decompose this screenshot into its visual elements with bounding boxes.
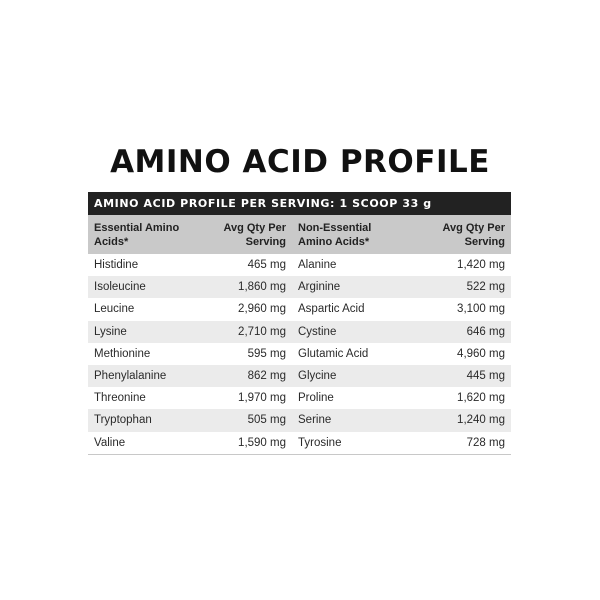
table-row: [88, 321, 511, 343]
non-essential-name: Arginine: [292, 276, 410, 298]
non-essential-name: Serine: [292, 409, 410, 431]
table-row: [88, 365, 511, 387]
header-essential: Essential Amino Acids*: [88, 215, 198, 254]
table-row: [88, 298, 511, 320]
essential-qty: 465 mg: [198, 254, 292, 276]
essential-qty: 1,590 mg: [198, 432, 292, 455]
non-essential-qty: 1,420 mg: [410, 254, 511, 276]
non-essential-qty: 646 mg: [410, 321, 511, 343]
header-avg-qty-non-essential: Avg Qty Per Serving: [410, 215, 511, 254]
non-essential-qty: 728 mg: [410, 432, 511, 455]
essential-name: Histidine: [88, 254, 198, 276]
essential-qty: 2,960 mg: [198, 298, 292, 320]
essential-qty: 595 mg: [198, 343, 292, 365]
non-essential-name: Alanine: [292, 254, 410, 276]
essential-name: Threonine: [88, 387, 198, 409]
essential-qty: 1,860 mg: [198, 276, 292, 298]
essential-qty: 505 mg: [198, 409, 292, 431]
non-essential-qty: 4,960 mg: [410, 343, 511, 365]
table-row: [88, 432, 511, 455]
table-row: [88, 254, 511, 276]
non-essential-qty: 1,620 mg: [410, 387, 511, 409]
non-essential-qty: 1,240 mg: [410, 409, 511, 431]
essential-name: Methionine: [88, 343, 198, 365]
table-header: [88, 215, 511, 254]
essential-name: Lysine: [88, 321, 198, 343]
non-essential-qty: 522 mg: [410, 276, 511, 298]
essential-name: Tryptophan: [88, 409, 198, 431]
essential-name: Leucine: [88, 298, 198, 320]
header-non-essential: Non-Essential Amino Acids*: [292, 215, 410, 254]
amino-acid-table-panel: [88, 192, 511, 455]
serving-banner: AMINO ACID PROFILE PER SERVING: 1 SCOOP 33 g: [88, 192, 511, 215]
non-essential-name: Glycine: [292, 365, 410, 387]
non-essential-name: Proline: [292, 387, 410, 409]
amino-acid-table: [88, 215, 511, 455]
essential-qty: 2,710 mg: [198, 321, 292, 343]
page-title: AMINO ACID PROFILE: [110, 144, 490, 180]
table-body: [88, 254, 511, 454]
essential-qty: 1,970 mg: [198, 387, 292, 409]
table-row: [88, 343, 511, 365]
table-row: [88, 276, 511, 298]
non-essential-qty: 3,100 mg: [410, 298, 511, 320]
non-essential-name: Aspartic Acid: [292, 298, 410, 320]
essential-name: Phenylalanine: [88, 365, 198, 387]
essential-name: Isoleucine: [88, 276, 198, 298]
table-row: [88, 409, 511, 431]
essential-qty: 862 mg: [198, 365, 292, 387]
non-essential-name: Cystine: [292, 321, 410, 343]
table-row: [88, 387, 511, 409]
non-essential-qty: 445 mg: [410, 365, 511, 387]
non-essential-name: Glutamic Acid: [292, 343, 410, 365]
header-avg-qty-essential: Avg Qty Per Serving: [198, 215, 292, 254]
non-essential-name: Tyrosine: [292, 432, 410, 455]
essential-name: Valine: [88, 432, 198, 455]
